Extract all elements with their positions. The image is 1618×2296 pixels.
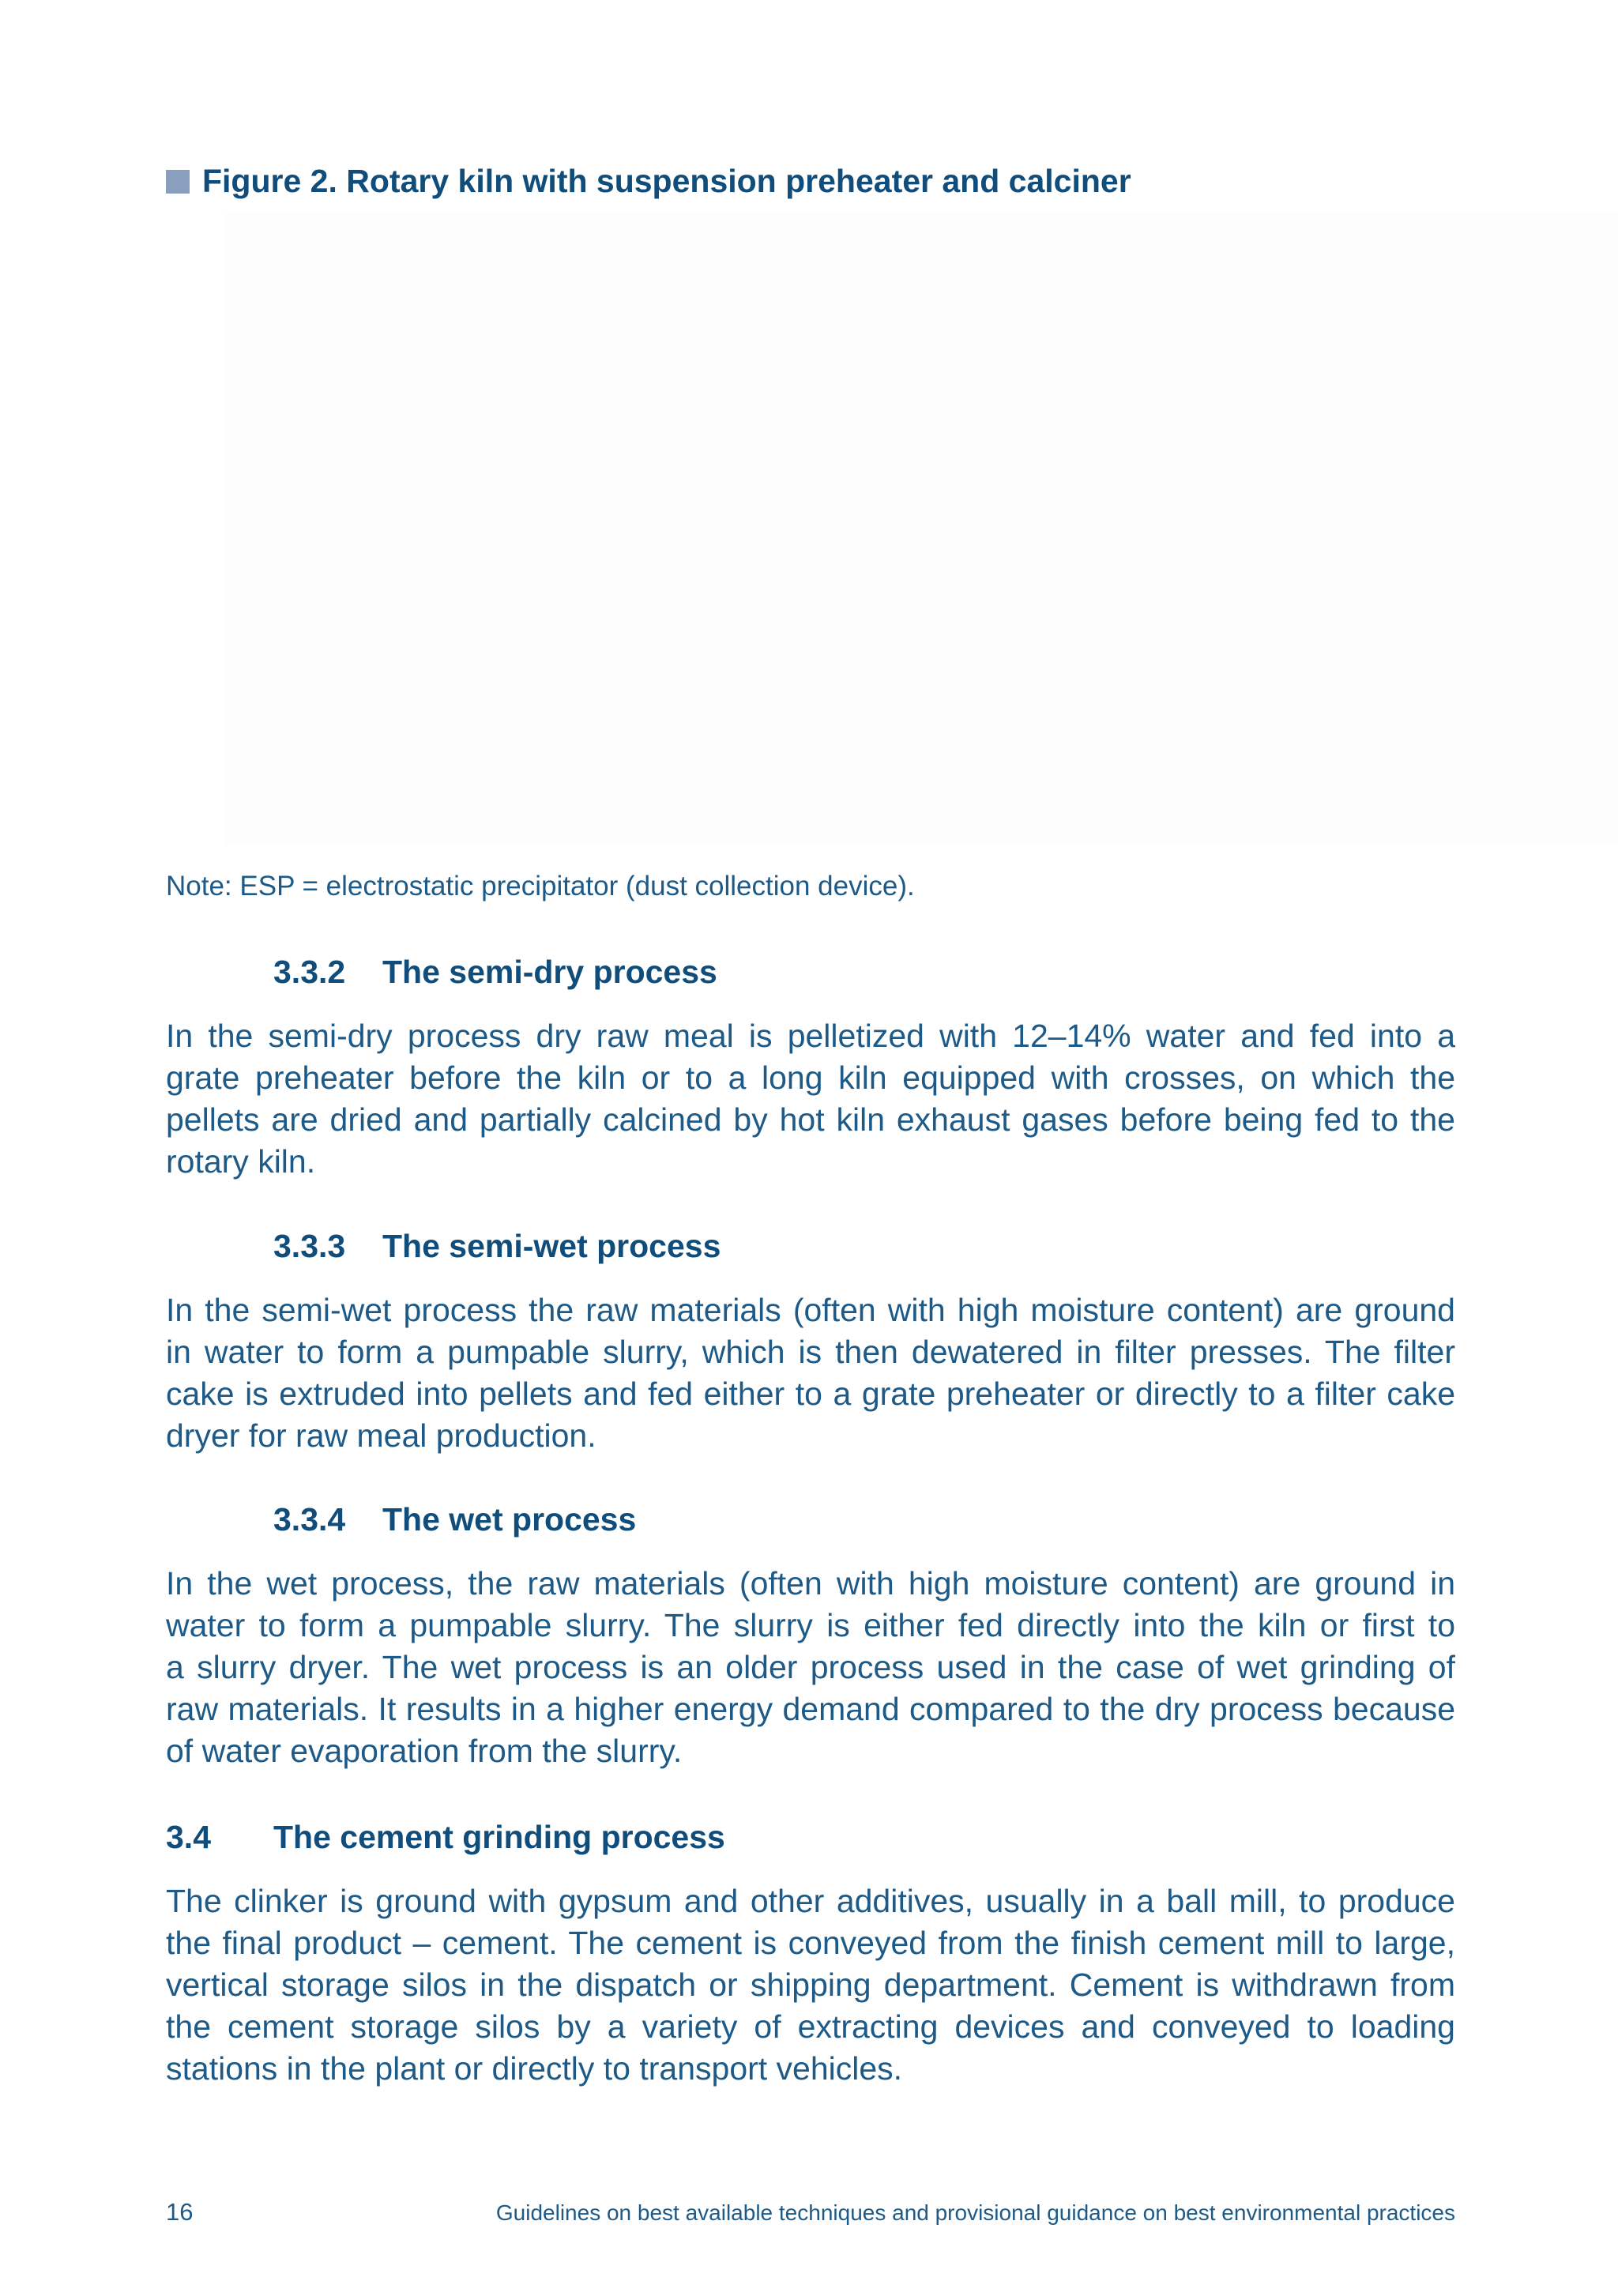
section-heading-3-3-2 [273,952,717,992]
section-heading-3-4 [166,1817,725,1857]
paragraph-line: raw materials. It results in a higher energy demand compared to the dry process because [166,1691,1455,1727]
paragraph-line: dryer for raw meal production. [166,1417,596,1454]
footer-publication-title: Guidelines on best available techniques and provisional guidance on best environmental practices [495,2200,1455,2225]
square-bullet-icon [166,170,190,194]
paragraph-line: The clinker is ground with gypsum and other additives, usually in a ball mill, to produce [166,1883,1455,1919]
paragraph-line: grate preheater before the kiln or to a long kiln equipped with crosses, on which the [166,1060,1455,1096]
figure-note: Note: ESP = electrostatic precipitator (dust collection device). [166,871,915,901]
section-title: The wet process [382,1501,637,1538]
paragraph-line: water to form a pumpable slurry. The slurry is either fed directly into the kiln or first to [166,1607,1455,1643]
paragraph-line: the final product – cement. The cement is conveyed from the finish cement mill to large, [166,1925,1455,1961]
section-number: 3.3.4 [273,1501,346,1538]
paragraph-line: vertical storage silos in the dispatch or shipping department. Cement is withdrawn from [166,1967,1455,2003]
paragraph-line: in water to form a pumpable slurry, which is then dewatered in filter presses. The filter [166,1334,1455,1370]
section-heading-3-3-4 [273,1500,636,1539]
paragraph-line: pellets are dried and partially calcined by hot kiln exhaust gases before being fed to the [166,1101,1455,1138]
paragraph-cement-grinding-process [166,1880,1455,2090]
section-number: 3.3.2 [273,954,346,990]
paragraph-line: of water evaporation from the slurry. [166,1733,683,1769]
paragraph-semi-wet-process [166,1289,1455,1457]
paragraph-line: rotary kiln. [166,1143,316,1180]
paragraph-line: In the semi-wet process the raw materials (often with high moisture content) are ground [166,1292,1455,1328]
paragraph-line: cake is extruded into pellets and fed either to a grate preheater or directly to a filter cake [166,1376,1455,1412]
paragraph-line: the cement storage silos by a variety of extracting devices and conveyed to loading [166,2008,1455,2045]
figure-image-area [225,213,1618,845]
paragraph-line: stations in the plant or directly to transport vehicles. [166,2050,903,2087]
figure-title-text: Figure 2. Rotary kiln with suspension preheater and calciner [202,163,1131,199]
section-heading-3-3-3 [273,1226,721,1266]
paragraph-semi-dry-process [166,1015,1455,1183]
section-title: The cement grinding process [273,1819,725,1855]
paragraph-wet-process [166,1563,1455,1772]
paragraph-line: In the wet process, the raw materials (often with high moisture content) are ground in [166,1565,1455,1602]
page-number: 16 [166,2198,194,2226]
section-title: The semi-wet process [382,1228,721,1264]
section-title: The semi-dry process [382,954,717,990]
paragraph-line: a slurry dryer. The wet process is an older process used in the case of wet grinding of [166,1649,1455,1685]
paragraph-line: In the semi-dry process dry raw meal is pelletized with 12–14% water and fed into a [166,1018,1455,1054]
section-number: 3.4 [166,1819,211,1855]
figure-title [166,161,1131,201]
section-number: 3.3.3 [273,1228,346,1264]
